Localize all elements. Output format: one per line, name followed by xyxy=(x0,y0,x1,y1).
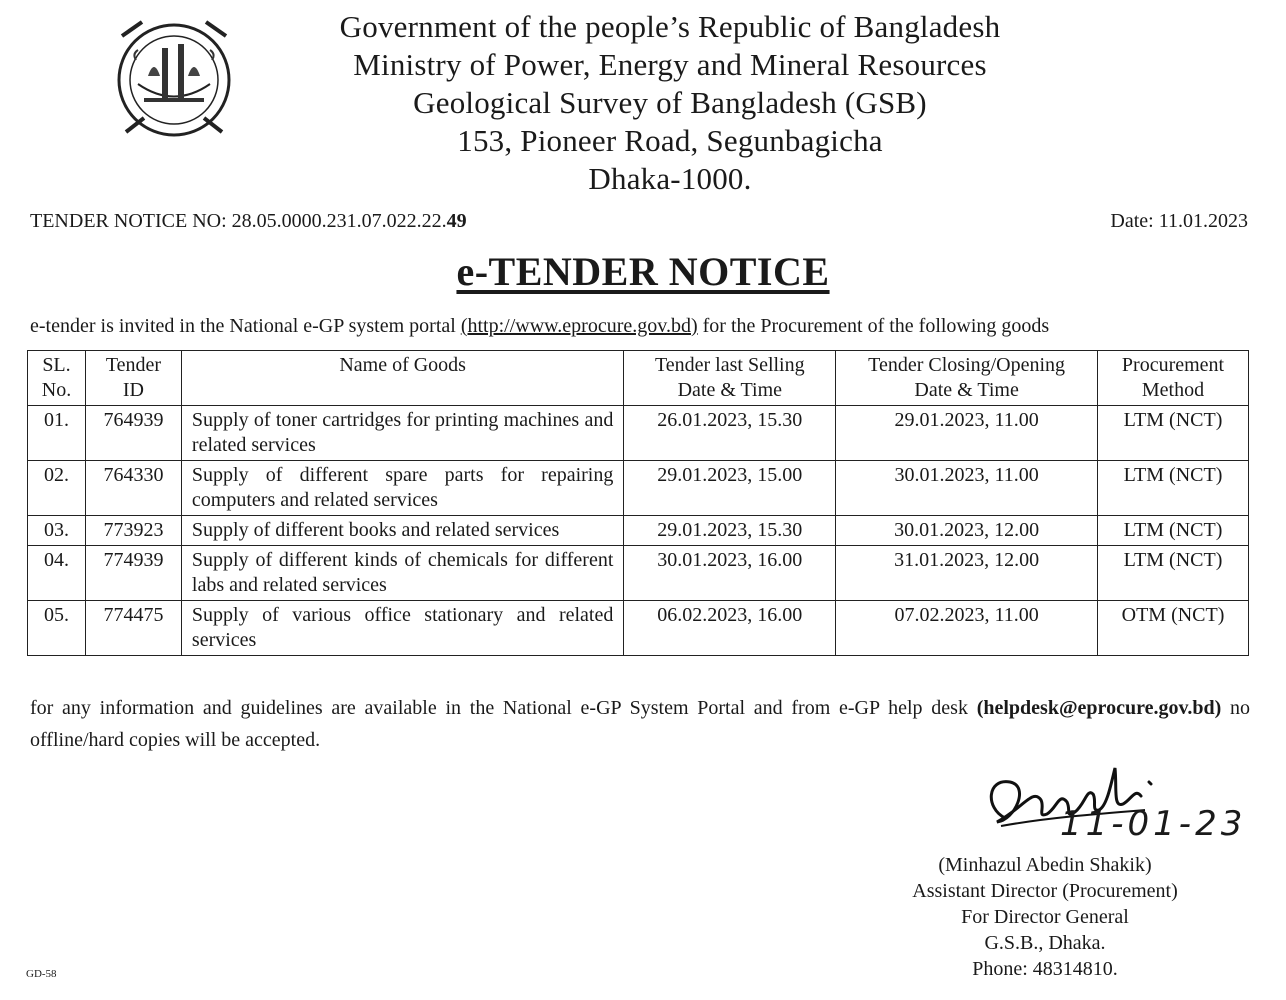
tender-table xyxy=(27,350,1249,656)
intro-before: e-tender is invited in the National e-GP system portal xyxy=(30,315,461,337)
letterhead-address: 153, Pioneer Road, Segunbagicha xyxy=(457,123,883,158)
guidelines-text xyxy=(30,692,1250,756)
gsb-seal-logo xyxy=(108,14,240,142)
cell-sl: 04. xyxy=(28,546,86,601)
cell-closing-date: 30.01.2023, 11.00 xyxy=(836,461,1098,516)
table-row xyxy=(28,516,1249,546)
cell-sl: 02. xyxy=(28,461,86,516)
table-row xyxy=(28,601,1249,656)
cell-sl: 05. xyxy=(28,601,86,656)
signatory-designation: Assistant Director (Procurement) xyxy=(912,880,1178,902)
cell-goods: Supply of toner cartridges for printing machines and related services xyxy=(181,406,623,461)
letterhead-department: Geological Survey of Bangladesh (GSB) xyxy=(413,85,927,120)
header-tender-id: Tender ID xyxy=(85,351,181,406)
letterhead-ministry: Ministry of Power, Energy and Mineral Resources xyxy=(353,47,987,82)
tender-notice-number xyxy=(30,210,467,233)
cell-method: LTM (NCT) xyxy=(1098,461,1249,516)
notice-date: Date: 11.01.2023 xyxy=(1110,210,1248,232)
cell-selling-date: 26.01.2023, 15.30 xyxy=(624,406,836,461)
letterhead xyxy=(300,8,1040,198)
header-method: Procurement Method xyxy=(1098,351,1249,406)
page-title: e-TENDER NOTICE xyxy=(456,249,830,294)
cell-goods: Supply of different spare parts for repairing computers and related services xyxy=(181,461,623,516)
guidelines-line-end: no offline/hard copies will be accepted. xyxy=(30,697,1251,751)
cell-selling-date: 06.02.2023, 16.00 xyxy=(624,601,836,656)
intro-text xyxy=(30,315,1250,338)
signature-date: 11-01-23 xyxy=(1060,804,1247,844)
cell-method: LTM (NCT) xyxy=(1098,516,1249,546)
notice-number-suffix: 49 xyxy=(446,210,467,232)
header-goods: Name of Goods xyxy=(181,351,623,406)
table-row xyxy=(28,461,1249,516)
cell-selling-date: 29.01.2023, 15.30 xyxy=(624,516,836,546)
signatory-block xyxy=(860,852,1230,982)
cell-closing-date: 31.01.2023, 12.00 xyxy=(836,546,1098,601)
table-header-row xyxy=(28,351,1249,406)
cell-selling-date: 30.01.2023, 16.00 xyxy=(624,546,836,601)
cell-method: LTM (NCT) xyxy=(1098,546,1249,601)
guidelines-line: for any information and guidelines are available in the National e-GP System Portal and from e-GP help desk xyxy=(30,697,968,719)
signatory-for: For Director General xyxy=(961,906,1129,928)
cell-closing-date: 30.01.2023, 12.00 xyxy=(836,516,1098,546)
cell-goods: Supply of various office stationary and related services xyxy=(181,601,623,656)
header-sl: SL. No. xyxy=(28,351,86,406)
cell-tender-id: 764939 xyxy=(85,406,181,461)
cell-tender-id: 773923 xyxy=(85,516,181,546)
cell-tender-id: 774475 xyxy=(85,601,181,656)
notice-number-prefix: TENDER NOTICE NO: 28.05.0000.231.07.022.22. xyxy=(30,210,447,232)
cell-tender-id: 774939 xyxy=(85,546,181,601)
header-closing-date: Tender Closing/Opening Date & Time xyxy=(836,351,1098,406)
helpdesk-email[interactable]: (helpdesk@eprocure.gov.bd) xyxy=(976,697,1222,719)
table-row xyxy=(28,546,1249,601)
letterhead-government: Government of the people’s Republic of Bangladesh xyxy=(339,9,1001,44)
signatory-office: G.S.B., Dhaka. xyxy=(984,932,1106,954)
cell-goods: Supply of different kinds of chemicals for different labs and related services xyxy=(181,546,623,601)
intro-after: for the Procurement of the following goods xyxy=(697,315,1050,337)
cell-selling-date: 29.01.2023, 15.00 xyxy=(624,461,836,516)
cell-method: OTM (NCT) xyxy=(1098,601,1249,656)
header-selling-date: Tender last Selling Date & Time xyxy=(624,351,836,406)
signatory-name: (Minhazul Abedin Shakik) xyxy=(938,854,1152,876)
cell-closing-date: 07.02.2023, 11.00 xyxy=(836,601,1098,656)
cell-closing-date: 29.01.2023, 11.00 xyxy=(836,406,1098,461)
cell-method: LTM (NCT) xyxy=(1098,406,1249,461)
signatory-phone: Phone: 48314810. xyxy=(972,958,1118,980)
cell-goods: Supply of different books and related services xyxy=(181,516,623,546)
portal-link[interactable]: (http://www.eprocure.gov.bd) xyxy=(460,315,698,337)
cell-sl: 01. xyxy=(28,406,86,461)
cell-sl: 03. xyxy=(28,516,86,546)
document-code: GD-58 xyxy=(26,968,57,980)
table-row xyxy=(28,406,1249,461)
letterhead-city: Dhaka-1000. xyxy=(588,161,752,196)
cell-tender-id: 764330 xyxy=(85,461,181,516)
